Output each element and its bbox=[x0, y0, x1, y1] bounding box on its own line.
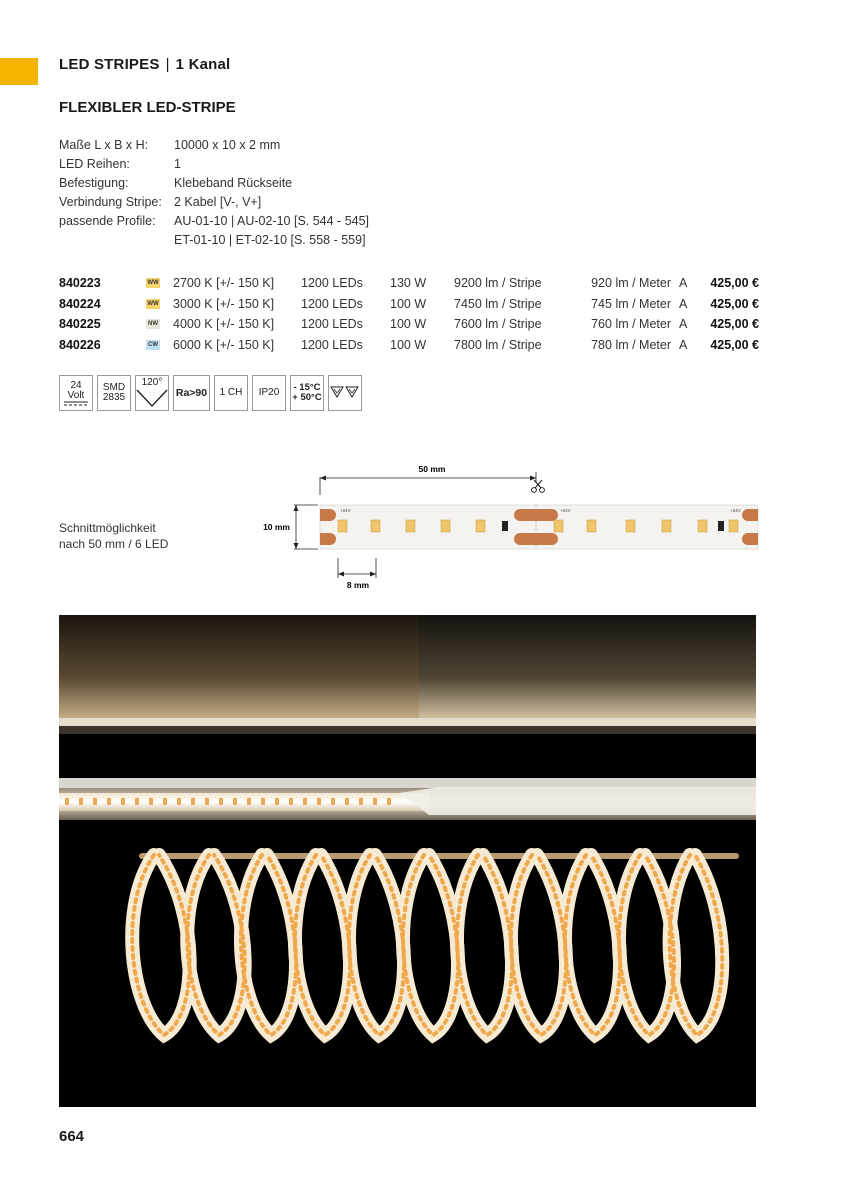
temp-min: - 15°C bbox=[293, 382, 321, 393]
dc-symbol-icon bbox=[63, 401, 89, 406]
header-separator: | bbox=[165, 56, 170, 73]
spec-value: AU-01-10 | AU-02-10 [S. 544 - 545] bbox=[174, 214, 370, 228]
spec-key bbox=[59, 231, 174, 250]
width-label: 10 mm bbox=[263, 522, 290, 532]
led-count: 1200 LEDs bbox=[301, 296, 363, 311]
spec-list bbox=[59, 136, 369, 250]
spec-row bbox=[59, 136, 369, 155]
cri-value: Ra>90 bbox=[175, 387, 208, 399]
price: 425,00 € bbox=[710, 337, 759, 352]
led-count: 1200 LEDs bbox=[301, 317, 363, 331]
lumen-per-stripe: 7800 lm / Stripe bbox=[454, 337, 542, 352]
lumen-per-stripe: 9200 lm / Stripe bbox=[454, 276, 542, 290]
header-channel: 1 Kanal bbox=[175, 56, 231, 73]
pcb-label: +24V bbox=[560, 508, 571, 513]
lumen-per-stripe: 7600 lm / Stripe bbox=[454, 317, 542, 331]
channel-icon bbox=[214, 375, 248, 411]
color-temperature: 2700 K [+/- 150 K] bbox=[173, 276, 275, 290]
led-count: 1200 LEDs bbox=[301, 276, 363, 290]
spec-key: Maße L x B x H: bbox=[59, 138, 149, 152]
wattage: 100 W bbox=[390, 317, 427, 331]
product-row bbox=[59, 273, 759, 294]
spec-key: LED Reihen: bbox=[59, 157, 130, 171]
smd-icon bbox=[97, 375, 131, 411]
temp-max: + 50°C bbox=[292, 392, 322, 403]
led-strip-photo bbox=[59, 615, 756, 1107]
spec-row bbox=[59, 231, 369, 250]
page-header bbox=[59, 56, 230, 73]
color-badge: WW bbox=[147, 300, 159, 307]
led-count: 1200 LEDs bbox=[301, 337, 363, 352]
voltage-value: 24 bbox=[70, 379, 82, 391]
beam-angle-icon bbox=[135, 375, 169, 411]
article-number: 840226 bbox=[59, 337, 101, 352]
article-number: 840224 bbox=[59, 296, 101, 311]
cri-icon bbox=[173, 375, 210, 411]
angle-chevron-icon bbox=[136, 388, 168, 408]
ip-rating-icon bbox=[252, 375, 286, 411]
spec-value: Klebeband Rückseite bbox=[174, 176, 293, 190]
color-badge: WW bbox=[147, 280, 159, 286]
spec-value: ET-01-10 | ET-02-10 [S. 558 - 559] bbox=[174, 233, 366, 247]
spec-row bbox=[59, 212, 369, 231]
product-row bbox=[59, 314, 759, 335]
lumen-per-meter: 780 lm / Meter bbox=[591, 337, 671, 352]
energy-class: A bbox=[679, 276, 688, 290]
pcb-label: +24V bbox=[340, 508, 351, 513]
color-badge: NW bbox=[148, 321, 158, 327]
article-number: 840225 bbox=[59, 317, 101, 331]
product-row bbox=[59, 335, 759, 356]
triangle-marks-icon bbox=[330, 385, 360, 401]
price: 425,00 € bbox=[710, 276, 759, 290]
wattage: 100 W bbox=[390, 296, 427, 311]
spec-value: 10000 x 10 x 2 mm bbox=[174, 138, 281, 152]
scissors-icon bbox=[532, 480, 545, 492]
channel-value: 1 CH bbox=[219, 387, 243, 398]
price: 425,00 € bbox=[710, 317, 759, 331]
spec-key: Befestigung: bbox=[59, 176, 129, 190]
energy-class: A bbox=[679, 337, 688, 352]
energy-class: A bbox=[679, 296, 688, 311]
product-row bbox=[59, 294, 759, 315]
cut-length-label: 50 mm bbox=[418, 464, 446, 474]
feature-icons bbox=[59, 375, 362, 411]
voltage-unit: Volt bbox=[67, 389, 85, 401]
chapter-tab-marker bbox=[0, 58, 38, 85]
article-number: 840223 bbox=[59, 276, 101, 290]
temperature-icon bbox=[290, 375, 324, 411]
lumen-per-stripe: 7450 lm / Stripe bbox=[454, 296, 542, 311]
lumen-per-meter: 920 lm / Meter bbox=[591, 276, 671, 290]
lumen-per-meter: 745 lm / Meter bbox=[591, 296, 671, 311]
dimension-diagram bbox=[260, 460, 760, 595]
color-temperature: 3000 K [+/- 150 K] bbox=[173, 296, 275, 311]
furniture-mark-icon bbox=[328, 375, 362, 411]
spec-value: 2 Kabel [V-, V+] bbox=[174, 195, 262, 209]
color-temperature: 4000 K [+/- 150 K] bbox=[173, 317, 275, 331]
lumen-per-meter: 760 lm / Meter bbox=[591, 317, 671, 331]
spec-row bbox=[59, 193, 369, 212]
cut-info-line2: nach 50 mm / 6 LED bbox=[59, 537, 169, 551]
cut-info bbox=[59, 520, 168, 552]
spec-row bbox=[59, 155, 369, 174]
smd-label: SMD bbox=[102, 382, 126, 393]
wattage: 100 W bbox=[390, 337, 427, 352]
spec-row bbox=[59, 174, 369, 193]
color-temperature: 6000 K [+/- 150 K] bbox=[173, 337, 275, 352]
spec-key: Verbindung Stripe: bbox=[59, 195, 162, 209]
led-spacing-label: 8 mm bbox=[346, 580, 370, 590]
ip-value: IP20 bbox=[258, 387, 280, 398]
header-category: LED STRIPES bbox=[59, 56, 160, 73]
cut-info-line1: Schnittmöglichkeit bbox=[59, 521, 156, 535]
price: 425,00 € bbox=[710, 296, 759, 311]
color-badge: CW bbox=[148, 341, 158, 348]
page-number: 664 bbox=[59, 1128, 85, 1145]
smd-value: 2835 bbox=[102, 392, 126, 403]
wattage: 130 W bbox=[390, 276, 427, 290]
voltage-icon bbox=[59, 375, 93, 411]
product-photo bbox=[59, 615, 756, 1107]
pcb-label: +24V bbox=[730, 508, 741, 513]
product-table bbox=[59, 273, 759, 355]
beam-angle-value: 120° bbox=[141, 377, 163, 388]
energy-class: A bbox=[679, 317, 688, 331]
spec-key: passende Profile: bbox=[59, 214, 156, 228]
product-title: FLEXIBLER LED-STRIPE bbox=[59, 99, 236, 116]
spec-value: 1 bbox=[174, 157, 181, 171]
